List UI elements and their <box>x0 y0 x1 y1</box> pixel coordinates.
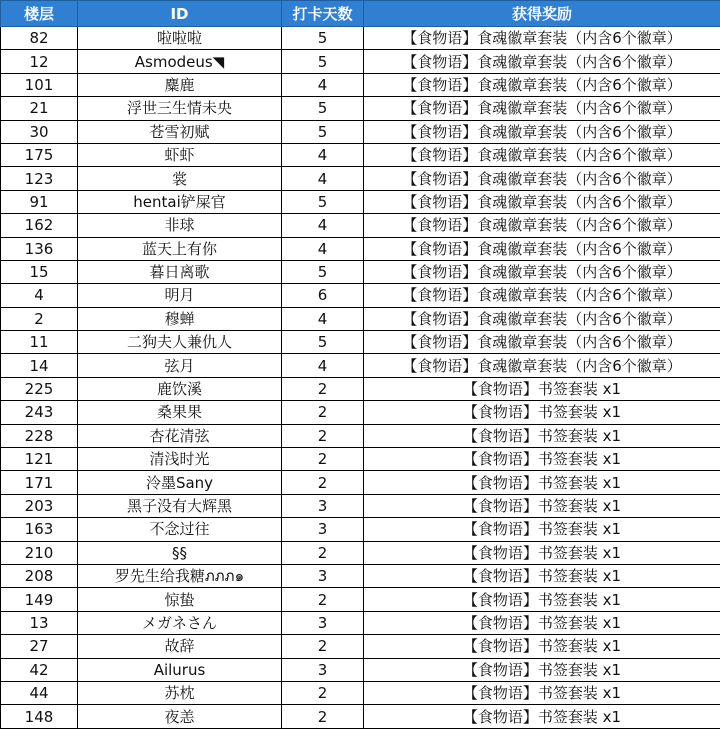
cell-floor: 149 <box>1 588 78 611</box>
table-row <box>1 190 720 213</box>
cell-days: 2 <box>282 588 364 611</box>
cell-reward: 【食物语】食魂徽章套装（内含6个徽章） <box>364 50 720 73</box>
cell-id: 二狗夫人兼仇人 <box>78 331 282 354</box>
cell-floor: 82 <box>1 27 78 50</box>
header-days: 打卡天数 <box>282 1 364 27</box>
cell-id: 苍雪初赋 <box>78 120 282 143</box>
cell-days: 5 <box>282 50 364 73</box>
table-row <box>1 97 720 120</box>
cell-id: 不念过往 <box>78 518 282 541</box>
table-row <box>1 588 720 611</box>
cell-reward: 【食物语】食魂徽章套装（内含6个徽章） <box>364 214 720 237</box>
cell-id: 非球 <box>78 214 282 237</box>
cell-id: 夜恙 <box>78 705 282 728</box>
cell-id: 蓝天上有你 <box>78 237 282 260</box>
cell-days: 2 <box>282 401 364 424</box>
cell-id: メガネさん <box>78 611 282 634</box>
cell-days: 4 <box>282 167 364 190</box>
cell-id: Asmodeus◥ <box>78 50 282 73</box>
cell-days: 6 <box>282 284 364 307</box>
cell-reward: 【食物语】食魂徽章套装（内含6个徽章） <box>364 307 720 330</box>
cell-reward: 【食物语】书签套装 x1 <box>364 424 720 447</box>
cell-days: 5 <box>282 331 364 354</box>
cell-days: 2 <box>282 681 364 704</box>
table-row <box>1 611 720 634</box>
table-row <box>1 284 720 307</box>
cell-days: 4 <box>282 73 364 96</box>
cell-floor: 30 <box>1 120 78 143</box>
cell-reward: 【食物语】书签套装 x1 <box>364 448 720 471</box>
table-row <box>1 307 720 330</box>
table-row <box>1 424 720 447</box>
cell-id: 暮日离歌 <box>78 260 282 283</box>
cell-id: 故辞 <box>78 635 282 658</box>
cell-floor: 208 <box>1 564 78 587</box>
cell-reward: 【食物语】食魂徽章套装（内含6个徽章） <box>364 284 720 307</box>
table-row <box>1 705 720 728</box>
table-body <box>1 27 720 729</box>
cell-floor: 21 <box>1 97 78 120</box>
cell-floor: 44 <box>1 681 78 704</box>
cell-floor: 162 <box>1 214 78 237</box>
cell-reward: 【食物语】食魂徽章套装（内含6个徽章） <box>364 167 720 190</box>
cell-reward: 【食物语】食魂徽章套装（内含6个徽章） <box>364 120 720 143</box>
cell-id: 裳 <box>78 167 282 190</box>
table-row <box>1 120 720 143</box>
cell-floor: 123 <box>1 167 78 190</box>
cell-days: 5 <box>282 97 364 120</box>
cell-id: 弦月 <box>78 354 282 377</box>
cell-floor: 27 <box>1 635 78 658</box>
cell-reward: 【食物语】书签套装 x1 <box>364 471 720 494</box>
cell-id: hentai铲屎官 <box>78 190 282 213</box>
table-row <box>1 354 720 377</box>
table-row <box>1 471 720 494</box>
cell-days: 3 <box>282 564 364 587</box>
table-row <box>1 401 720 424</box>
cell-days: 2 <box>282 424 364 447</box>
cell-reward: 【食物语】书签套装 x1 <box>364 658 720 681</box>
cell-floor: 175 <box>1 143 78 166</box>
cell-id: 黑子没有大辉黑 <box>78 494 282 517</box>
cell-reward: 【食物语】书签套装 x1 <box>364 681 720 704</box>
cell-days: 2 <box>282 471 364 494</box>
table-row <box>1 518 720 541</box>
cell-id: 麋鹿 <box>78 73 282 96</box>
table-row <box>1 27 720 50</box>
table-row <box>1 237 720 260</box>
cell-reward: 【食物语】书签套装 x1 <box>364 494 720 517</box>
cell-days: 2 <box>282 377 364 400</box>
table-row <box>1 214 720 237</box>
cell-floor: 136 <box>1 237 78 260</box>
cell-floor: 11 <box>1 331 78 354</box>
cell-floor: 163 <box>1 518 78 541</box>
cell-floor: 2 <box>1 307 78 330</box>
cell-days: 5 <box>282 120 364 143</box>
cell-floor: 42 <box>1 658 78 681</box>
cell-id: 浮世三生情未央 <box>78 97 282 120</box>
table-row <box>1 448 720 471</box>
cell-floor: 148 <box>1 705 78 728</box>
cell-floor: 91 <box>1 190 78 213</box>
cell-days: 3 <box>282 518 364 541</box>
table-row <box>1 541 720 564</box>
cell-days: 4 <box>282 307 364 330</box>
cell-reward: 【食物语】书签套装 x1 <box>364 635 720 658</box>
cell-reward: 【食物语】食魂徽章套装（内含6个徽章） <box>364 354 720 377</box>
cell-days: 4 <box>282 354 364 377</box>
cell-days: 5 <box>282 27 364 50</box>
table-row <box>1 50 720 73</box>
cell-id: §§ <box>78 541 282 564</box>
cell-days: 5 <box>282 190 364 213</box>
table-row <box>1 658 720 681</box>
cell-reward: 【食物语】食魂徽章套装（内含6个徽章） <box>364 237 720 260</box>
cell-reward: 【食物语】食魂徽章套装（内含6个徽章） <box>364 143 720 166</box>
cell-id: 虾虾 <box>78 143 282 166</box>
cell-floor: 243 <box>1 401 78 424</box>
cell-days: 4 <box>282 237 364 260</box>
table-row <box>1 635 720 658</box>
cell-days: 4 <box>282 214 364 237</box>
cell-floor: 12 <box>1 50 78 73</box>
cell-reward: 【食物语】食魂徽章套装（内含6个徽章） <box>364 97 720 120</box>
cell-reward: 【食物语】书签套装 x1 <box>364 611 720 634</box>
table-row <box>1 377 720 400</box>
table-row <box>1 331 720 354</box>
cell-days: 2 <box>282 541 364 564</box>
cell-id: 明月 <box>78 284 282 307</box>
cell-reward: 【食物语】食魂徽章套装（内含6个徽章） <box>364 190 720 213</box>
cell-days: 3 <box>282 658 364 681</box>
cell-id: 杏花清弦 <box>78 424 282 447</box>
cell-id: 啦啦啦 <box>78 27 282 50</box>
cell-id: Ailurus <box>78 658 282 681</box>
cell-id: 桑果果 <box>78 401 282 424</box>
table-row <box>1 681 720 704</box>
table-row <box>1 143 720 166</box>
cell-floor: 13 <box>1 611 78 634</box>
cell-days: 3 <box>282 611 364 634</box>
cell-id: 鹿饮溪 <box>78 377 282 400</box>
cell-id: 泠墨Sany <box>78 471 282 494</box>
table-row <box>1 73 720 96</box>
cell-reward: 【食物语】书签套装 x1 <box>364 705 720 728</box>
cell-reward: 【食物语】书签套装 x1 <box>364 401 720 424</box>
cell-floor: 15 <box>1 260 78 283</box>
cell-days: 2 <box>282 635 364 658</box>
cell-floor: 101 <box>1 73 78 96</box>
cell-id: 清浅时光 <box>78 448 282 471</box>
cell-reward: 【食物语】食魂徽章套装（内含6个徽章） <box>364 73 720 96</box>
cell-id: 罗先生给我糖ภภภ๑ <box>78 564 282 587</box>
cell-reward: 【食物语】食魂徽章套装（内含6个徽章） <box>364 260 720 283</box>
header-id: ID <box>78 1 282 27</box>
cell-reward: 【食物语】书签套装 x1 <box>364 564 720 587</box>
cell-id: 苏枕 <box>78 681 282 704</box>
cell-days: 4 <box>282 143 364 166</box>
table-row <box>1 494 720 517</box>
cell-floor: 210 <box>1 541 78 564</box>
cell-floor: 14 <box>1 354 78 377</box>
cell-days: 2 <box>282 705 364 728</box>
cell-reward: 【食物语】食魂徽章套装（内含6个徽章） <box>364 331 720 354</box>
cell-reward: 【食物语】食魂徽章套装（内含6个徽章） <box>364 27 720 50</box>
table-row <box>1 260 720 283</box>
cell-reward: 【食物语】书签套装 x1 <box>364 518 720 541</box>
cell-floor: 203 <box>1 494 78 517</box>
cell-reward: 【食物语】书签套装 x1 <box>364 541 720 564</box>
header-floor: 楼层 <box>1 1 78 27</box>
cell-days: 3 <box>282 494 364 517</box>
cell-id: 穆蝉 <box>78 307 282 330</box>
header-row <box>1 1 720 27</box>
cell-floor: 228 <box>1 424 78 447</box>
cell-floor: 225 <box>1 377 78 400</box>
table-row <box>1 564 720 587</box>
cell-days: 2 <box>282 448 364 471</box>
cell-days: 5 <box>282 260 364 283</box>
cell-floor: 4 <box>1 284 78 307</box>
cell-floor: 171 <box>1 471 78 494</box>
table-row <box>1 167 720 190</box>
cell-floor: 121 <box>1 448 78 471</box>
cell-reward: 【食物语】书签套装 x1 <box>364 377 720 400</box>
cell-reward: 【食物语】书签套装 x1 <box>364 588 720 611</box>
cell-id: 惊蛰 <box>78 588 282 611</box>
header-reward: 获得奖励 <box>364 1 720 27</box>
